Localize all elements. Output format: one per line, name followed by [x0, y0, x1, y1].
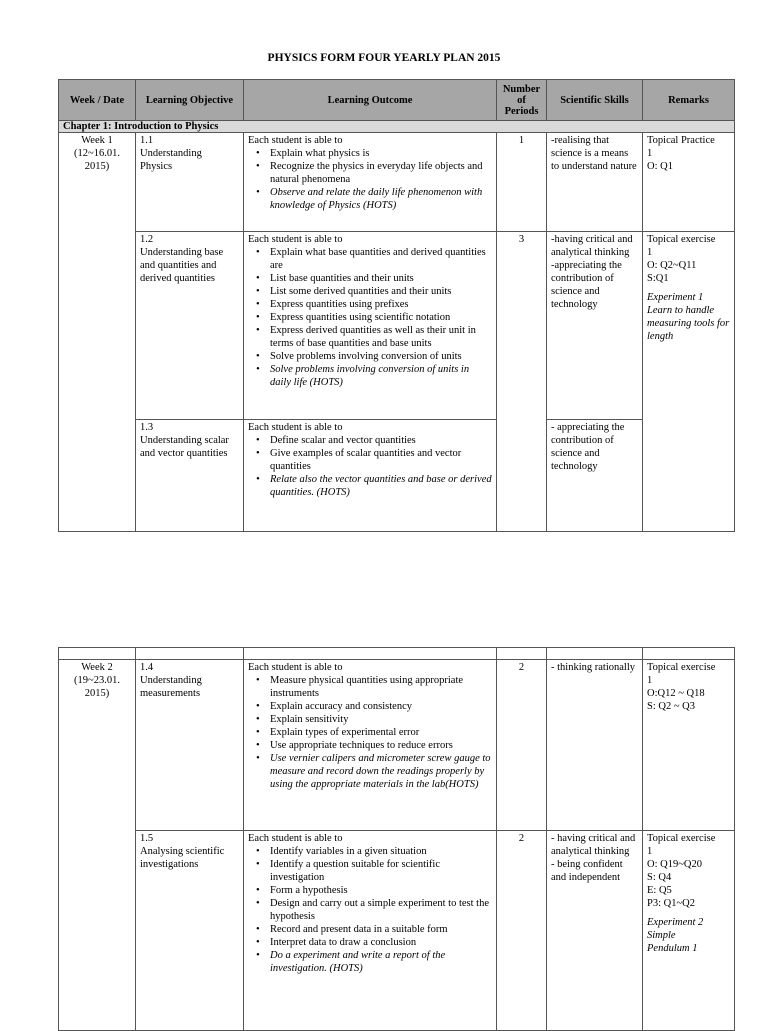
objective-text: Understanding scalar and vector quantities	[140, 435, 229, 459]
table-row	[59, 420, 735, 532]
remark-text: O: Q19~Q20	[647, 859, 702, 870]
week-year: 2015)	[84, 161, 110, 172]
list-item: • Form a hypothesis	[270, 884, 492, 897]
list-item: • Express quantities using prefixes	[270, 298, 492, 311]
header-remarks: Remarks	[643, 80, 735, 121]
remarks-cell	[643, 831, 735, 1031]
outcome-intro: Each student is able to	[248, 833, 343, 844]
remark-text: 1	[647, 148, 653, 159]
objective-text: Understanding measurements	[140, 675, 202, 699]
list-item: • Solve problems involving conversion of units	[270, 350, 492, 363]
periods-cell: 1	[497, 133, 547, 232]
skill-text: - being confident and independent	[551, 859, 623, 883]
list-item: • Explain what base quantities and derived quantities are	[270, 246, 492, 272]
skills-cell	[547, 831, 643, 1031]
skills-cell: - thinking rationally	[547, 660, 643, 831]
hots-item: • Observe and relate the daily life phenomenon with knowledge of Physics (HOTS)	[270, 186, 492, 212]
remark-text: O: Q2~Q11	[647, 260, 697, 271]
objective-cell	[136, 133, 244, 232]
experiment-text: Pendulum 1	[647, 943, 698, 954]
objective-text: Physics	[140, 161, 173, 172]
yearly-plan-table-2	[58, 647, 735, 1031]
experiment-text: Learn to handle measuring tools for length	[647, 305, 730, 342]
week-cell	[59, 133, 136, 532]
skill-text: -appreciating the contribution of science and technology	[551, 260, 622, 310]
table-header-row	[59, 80, 735, 121]
hots-item: • Relate also the vector quantities and base or derived quantities. (HOTS)	[270, 473, 492, 499]
list-item: • Give examples of scalar quantities and vector quantities	[270, 447, 492, 473]
remarks-cell	[643, 133, 735, 232]
objective-text: Understanding	[140, 148, 202, 159]
yearly-plan-table-1	[58, 79, 735, 532]
experiment-title: Experiment 2	[647, 917, 704, 928]
list-item: • Define scalar and vector quantities	[270, 434, 492, 447]
list-item: • Identify a question suitable for scientific investigation	[270, 858, 492, 884]
header-learning-objective: Learning Objective	[136, 80, 244, 121]
remark-text: O:Q12 ~ Q18	[647, 688, 705, 699]
table-row	[59, 133, 735, 232]
week-dates: (19~23.01.	[74, 675, 120, 686]
list-item: • List base quantities and their units	[270, 272, 492, 285]
hots-item: • Do a experiment and write a report of the investigation. (HOTS)	[270, 949, 492, 975]
objective-number: 1.5	[140, 833, 154, 844]
objective-text: Understanding base and quantities and derived quantities	[140, 247, 224, 284]
periods-cell: 2	[497, 831, 547, 1031]
periods-cell: 2	[497, 660, 547, 831]
list-item: • Recognize the physics in everyday life objects and natural phenomena	[270, 160, 492, 186]
outcome-intro: Each student is able to	[248, 234, 343, 245]
list-item: • List some derived quantities and their units	[270, 285, 492, 298]
objective-number: 1.3	[140, 422, 154, 433]
list-item: • Measure physical quantities using appropriate instruments	[270, 674, 492, 700]
remark-text: 1	[647, 675, 653, 686]
skills-cell: -realising that science is a means to understand nature	[547, 133, 643, 232]
skill-text: -having critical and analytical thinking	[551, 234, 633, 258]
remarks-cell	[643, 660, 735, 831]
list-item: • Express quantities using scientific notation	[270, 311, 492, 324]
objective-cell	[136, 420, 244, 532]
outcome-intro: Each student is able to	[248, 135, 343, 146]
outcome-cell	[244, 133, 497, 232]
chapter-title: Chapter 1: Introduction to Physics	[59, 121, 735, 133]
outcome-cell	[244, 660, 497, 831]
objective-text: Analysing scientific investigations	[140, 846, 225, 870]
objective-number: 1.4	[140, 662, 154, 673]
header-learning-outcome: Learning Outcome	[244, 80, 497, 121]
outcome-list	[248, 434, 492, 499]
week-label: Week 2	[81, 662, 113, 673]
objective-cell	[136, 831, 244, 1031]
outcome-list	[248, 246, 492, 389]
week-cell	[59, 660, 136, 1031]
week-dates: (12~16.01.	[74, 148, 120, 159]
week-label: Week 1	[81, 135, 113, 146]
blank-row	[59, 648, 735, 660]
week-year: 2015)	[84, 688, 110, 699]
remark-text: Topical exercise	[647, 833, 716, 844]
objective-number: 1.1	[140, 135, 154, 146]
outcome-cell	[244, 420, 497, 532]
remark-text: Topical Practice	[647, 135, 715, 146]
list-item: • Explain types of experimental error	[270, 726, 492, 739]
remark-text: 1	[647, 247, 653, 258]
list-item: • Explain what physics is	[270, 147, 492, 160]
document-title: PHYSICS FORM FOUR YEARLY PLAN 2015	[267, 52, 501, 64]
list-item: • Use appropriate techniques to reduce errors	[270, 739, 492, 752]
header-scientific-skills: Scientific Skills	[547, 80, 643, 121]
list-item: • Interpret data to draw a conclusion	[270, 936, 492, 949]
outcome-list	[248, 147, 492, 212]
table-row	[59, 831, 735, 1031]
list-item: • Identify variables in a given situation	[270, 845, 492, 858]
objective-cell	[136, 660, 244, 831]
remark-text: S:Q1	[647, 273, 669, 284]
list-item: • Explain accuracy and consistency	[270, 700, 492, 713]
objective-number: 1.2	[140, 234, 154, 245]
outcome-intro: Each student is able to	[248, 422, 343, 433]
list-item: • Explain sensitivity	[270, 713, 492, 726]
objective-cell	[136, 232, 244, 420]
skills-cell: - appreciating the contribution of science and technology	[547, 420, 643, 532]
remarks-cell	[643, 232, 735, 532]
hots-item: • Solve problems involving conversion of units in daily life (HOTS)	[270, 363, 492, 389]
remark-text: O: Q1	[647, 161, 673, 172]
list-item: • Record and present data in a suitable form	[270, 923, 492, 936]
table-row	[59, 660, 735, 831]
outcome-intro: Each student is able to	[248, 662, 343, 673]
periods-cell: 3	[497, 232, 547, 532]
list-item: • Express derived quantities as well as their unit in terms of base quantities and base units	[270, 324, 492, 350]
header-week-date: Week / Date	[59, 80, 136, 121]
experiment-text: Simple	[647, 930, 676, 941]
remark-text: Topical exercise	[647, 234, 716, 245]
outcome-list	[248, 845, 492, 975]
skills-cell	[547, 232, 643, 420]
outcome-list	[248, 674, 492, 791]
remark-text: Topical exercise	[647, 662, 716, 673]
remark-text: P3: Q1~Q2	[647, 898, 695, 909]
outcome-cell	[244, 831, 497, 1031]
remark-text: E: Q5	[647, 885, 672, 896]
remark-text: S: Q2 ~ Q3	[647, 701, 695, 712]
table-row	[59, 232, 735, 420]
header-number-of-periods: Number of Periods	[497, 80, 547, 121]
remark-text: 1	[647, 846, 653, 857]
hots-item: • Use vernier calipers and micrometer screw gauge to measure and record down the readings properly by using the appropriate materials in the lab(HOTS)	[270, 752, 492, 791]
outcome-cell	[244, 232, 497, 420]
experiment-title: Experiment 1	[647, 292, 704, 303]
remark-text: S: Q4	[647, 872, 672, 883]
skill-text: - having critical and analytical thinking	[551, 833, 636, 857]
chapter-row	[59, 121, 735, 133]
list-item: • Design and carry out a simple experiment to test the hypothesis	[270, 897, 492, 923]
